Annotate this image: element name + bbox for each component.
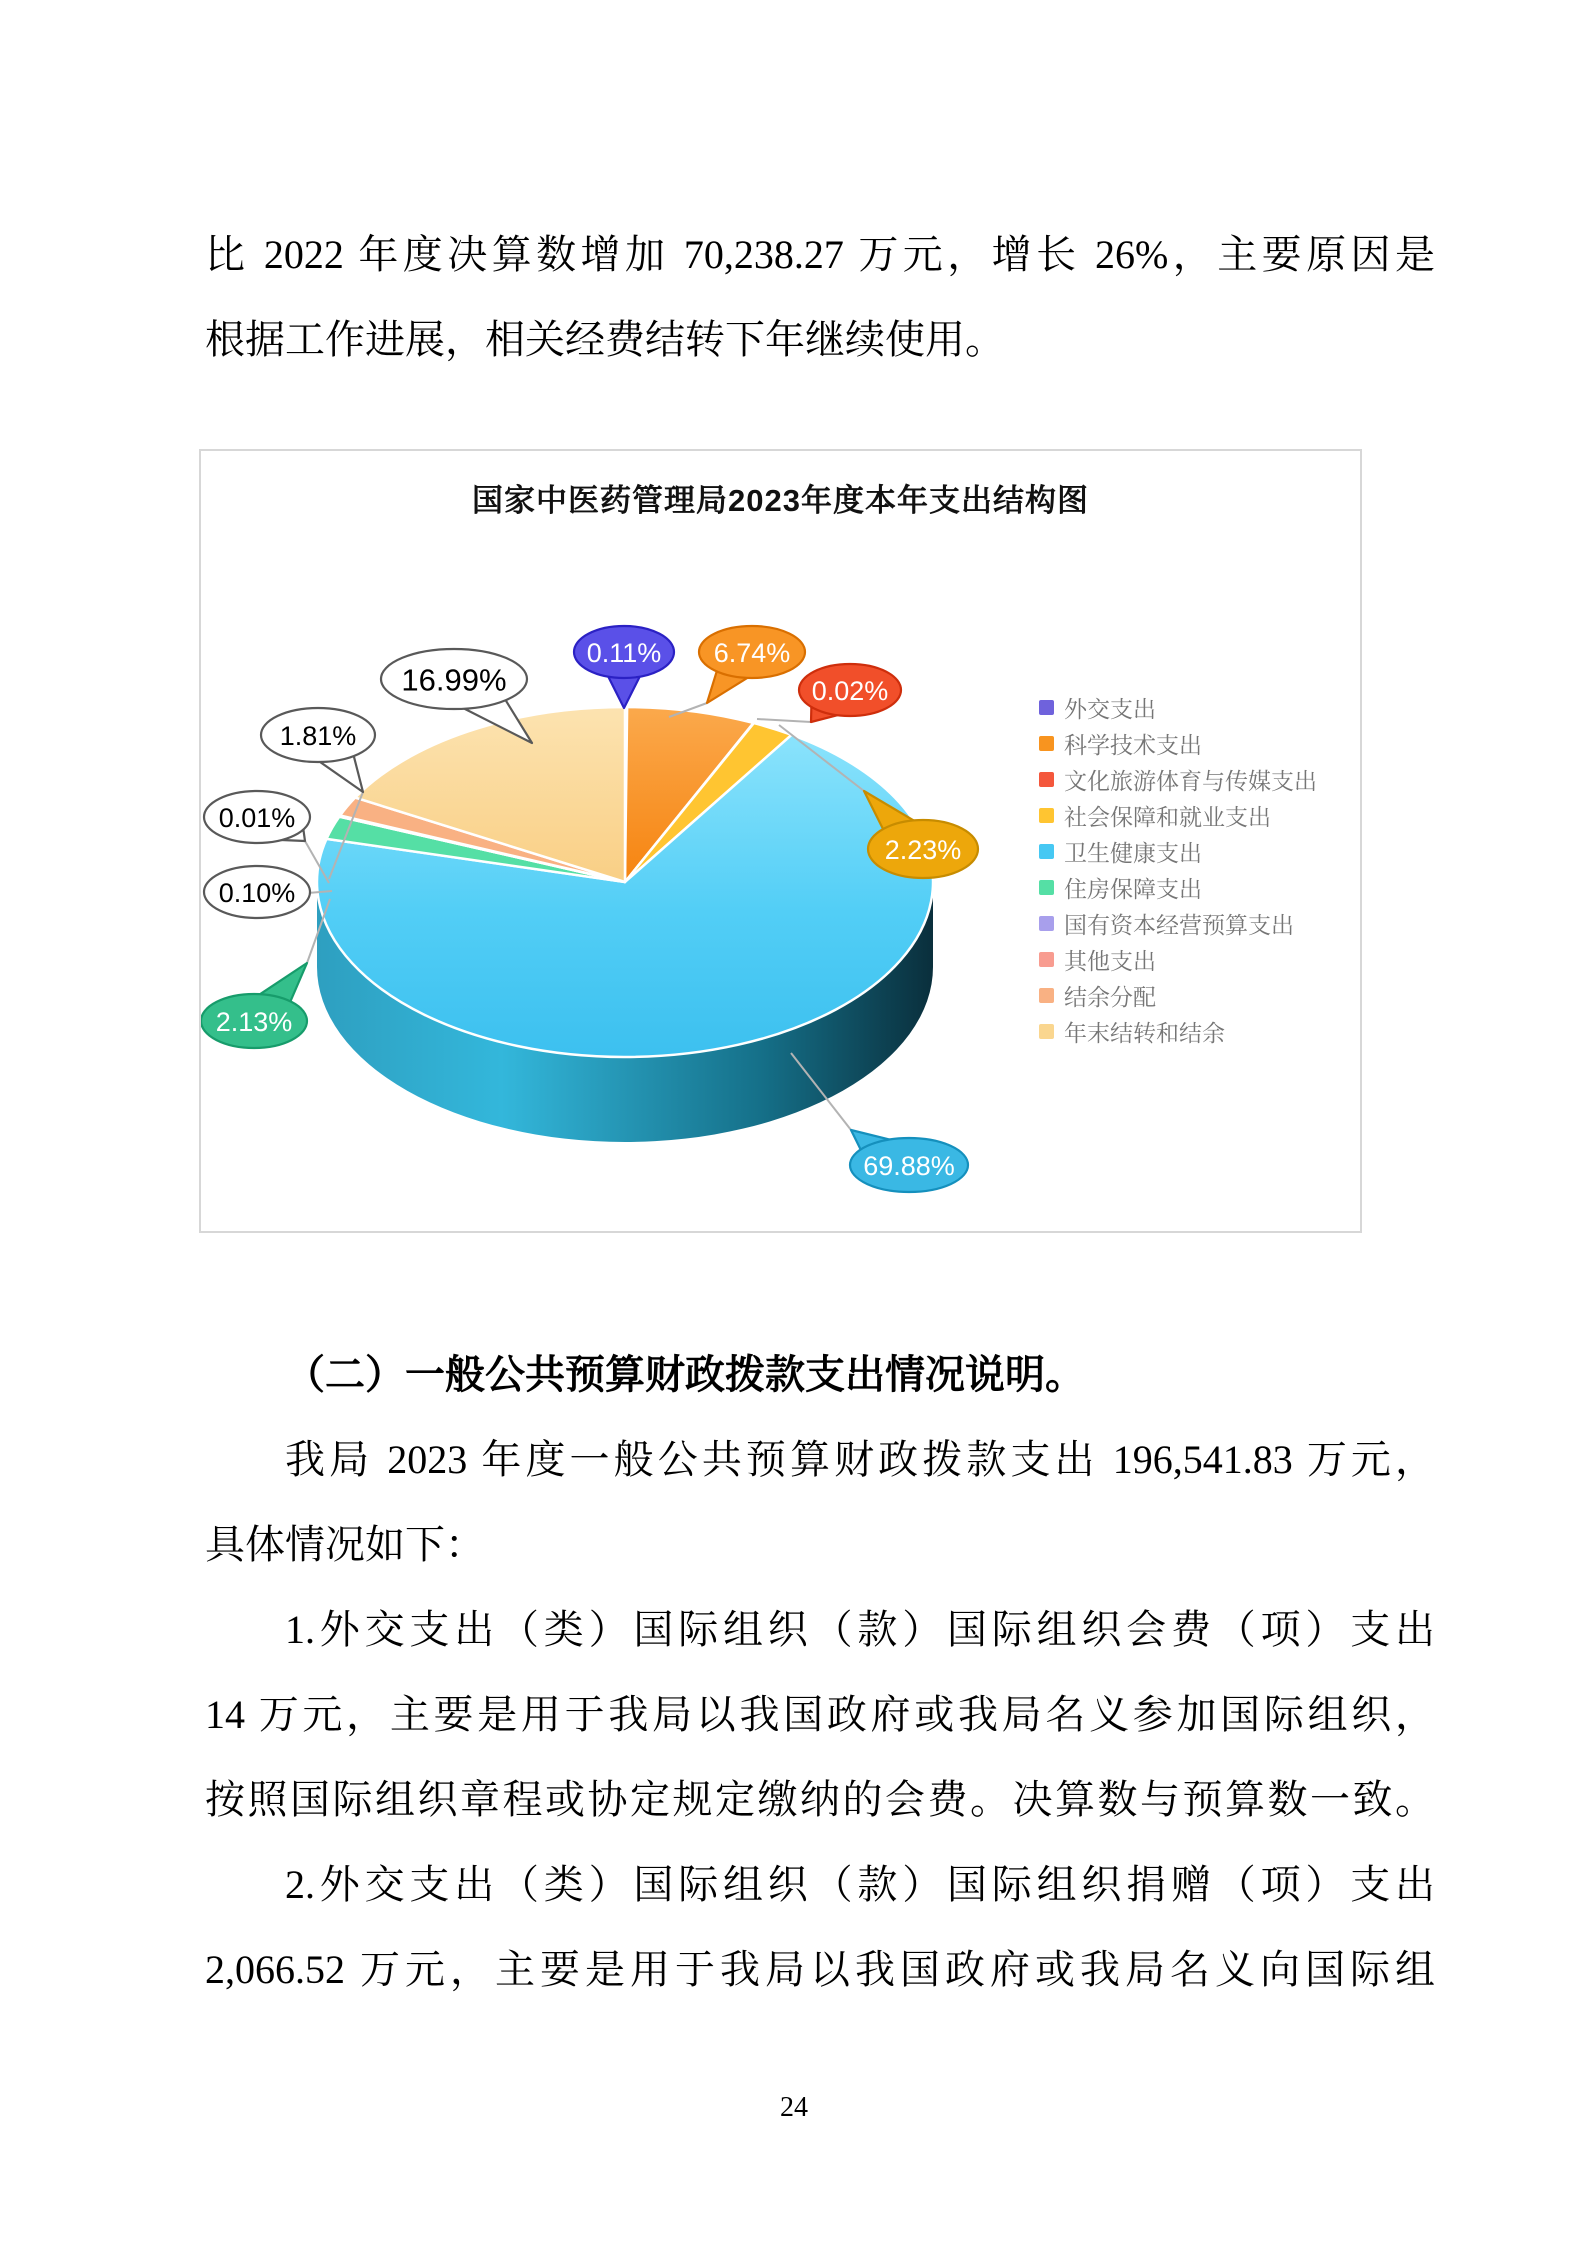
legend-label: 社会保障和就业支出 [1064, 803, 1271, 830]
label-leader-line [757, 719, 811, 722]
legend-swatch-icon [1039, 1024, 1054, 1039]
legend-item [1039, 905, 1317, 941]
legend-item [1039, 1013, 1317, 1049]
pie-label-text: 69.88% [863, 1151, 955, 1181]
pie-label-text: 2.23% [884, 835, 962, 865]
pie-label-9 [381, 649, 532, 743]
legend-label: 住房保障支出 [1064, 875, 1202, 902]
text-line: 比 2022 年度决算数增加 70,238.27 万元，增长 26%，主要原因是 [205, 232, 1435, 277]
section-paragraphs [205, 1417, 1435, 2012]
legend-swatch-icon [1039, 988, 1054, 1003]
pie-label-4 [850, 1130, 968, 1192]
legend-label: 结余分配 [1064, 983, 1156, 1010]
text-line: 根据工作进展，相关经费结转下年继续使用。 [205, 317, 1005, 362]
legend-swatch-icon [1039, 916, 1054, 931]
expenditure-structure-chart [199, 449, 1362, 1233]
legend-item [1039, 689, 1317, 725]
text-line: 按照国际组织章程或协定规定缴纳的会费。决算数与预算数一致。 [205, 1777, 1435, 1822]
text-line: 1.外交支出（类）国际组织（款）国际组织会费（项）支出 [285, 1607, 1435, 1652]
text-line: 14 万元，主要是用于我局以我国政府或我局名义参加国际组织， [205, 1692, 1435, 1737]
pie-label-2 [799, 664, 901, 722]
section-heading: （二）一般公共预算财政拨款支出情况说明。 [285, 1352, 1085, 1397]
section-block [205, 1332, 1435, 2012]
pie-label-text: 16.99% [401, 662, 507, 698]
legend-swatch-icon [1039, 844, 1054, 859]
chart-title: 国家中医药管理局2023年度本年支出结构图 [472, 483, 1089, 518]
chart-legend [1039, 689, 1317, 1049]
legend-item [1039, 941, 1317, 977]
pie-label-7 [204, 866, 310, 918]
pie-label-text: 2.13% [215, 1007, 293, 1037]
text-line: 2.外交支出（类）国际组织（款）国际组织捐赠（项）支出 [285, 1862, 1435, 1907]
paragraph-continuation [205, 212, 1435, 382]
pie-label-text: 0.02% [811, 676, 889, 706]
pie-label-8 [261, 708, 375, 792]
legend-item [1039, 761, 1317, 797]
legend-swatch-icon [1039, 700, 1054, 715]
legend-label: 外交支出 [1064, 695, 1156, 722]
pie-label-0 [574, 626, 674, 708]
pie-label-5 [201, 963, 307, 1048]
legend-item [1039, 833, 1317, 869]
pie-label-text: 0.11% [586, 638, 662, 668]
text-line: 我局 2023 年度一般公共预算财政拨款支出 196,541.83 万元， [285, 1437, 1435, 1482]
legend-item [1039, 725, 1317, 761]
balloon-tail [608, 676, 640, 708]
text-line: 具体情况如下： [205, 1522, 485, 1567]
pie-label-6 [204, 791, 310, 843]
legend-item [1039, 869, 1317, 905]
legend-label: 文化旅游体育与传媒支出 [1064, 767, 1317, 794]
legend-item [1039, 977, 1317, 1013]
pie-label-text: 1.81% [279, 721, 357, 751]
legend-swatch-icon [1039, 772, 1054, 787]
page-number: 24 [780, 2092, 808, 2123]
legend-label: 年末结转和结余 [1064, 1019, 1225, 1046]
pie-label-text: 0.10% [218, 878, 296, 908]
legend-swatch-icon [1039, 808, 1054, 823]
legend-item [1039, 797, 1317, 833]
pie-label-text: 0.01% [218, 803, 296, 833]
legend-label: 其他支出 [1064, 947, 1156, 974]
pie-label-text: 6.74% [713, 638, 791, 668]
legend-label: 国有资本经营预算支出 [1064, 911, 1294, 938]
legend-swatch-icon [1039, 952, 1054, 967]
pie-label-3 [864, 791, 978, 878]
legend-label: 卫生健康支出 [1064, 839, 1202, 866]
legend-swatch-icon [1039, 880, 1054, 895]
text-line: 2,066.52 万元，主要是用于我局以我国政府或我局名义向国际组 [205, 1947, 1435, 1992]
pie-label-1 [699, 626, 805, 703]
legend-swatch-icon [1039, 736, 1054, 751]
legend-label: 科学技术支出 [1064, 731, 1202, 758]
